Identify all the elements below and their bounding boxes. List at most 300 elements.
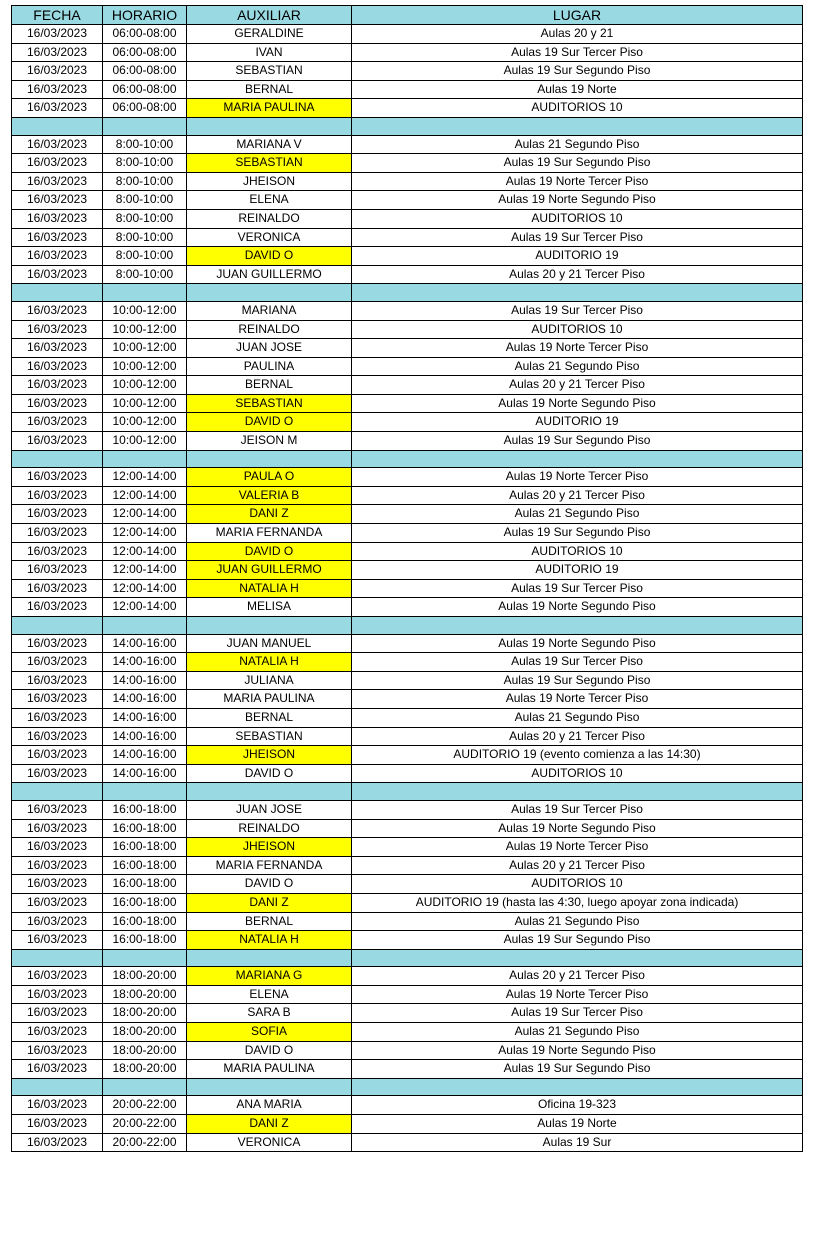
separator-cell [12, 450, 103, 468]
cell-horario: 20:00-22:00 [103, 1115, 187, 1134]
cell-lugar: Aulas 19 Sur Tercer Piso [352, 579, 803, 598]
table-row [12, 653, 803, 672]
cell-horario: 12:00-14:00 [103, 561, 187, 580]
header-lugar: LUGAR [352, 6, 803, 25]
cell-fecha: 16/03/2023 [12, 505, 103, 524]
cell-horario: 10:00-12:00 [103, 357, 187, 376]
cell-auxiliar: NATALIA H [187, 931, 352, 950]
cell-horario: 10:00-12:00 [103, 413, 187, 432]
cell-lugar: Aulas 19 Sur Segundo Piso [352, 524, 803, 543]
schedule-table [11, 5, 803, 1152]
cell-lugar: AUDITORIO 19 [352, 561, 803, 580]
table-row [12, 764, 803, 783]
cell-lugar: Aulas 20 y 21 Tercer Piso [352, 967, 803, 986]
separator-cell [352, 450, 803, 468]
cell-fecha: 16/03/2023 [12, 209, 103, 228]
cell-lugar: AUDITORIOS 10 [352, 764, 803, 783]
table-row [12, 265, 803, 284]
cell-horario: 14:00-16:00 [103, 690, 187, 709]
table-row [12, 357, 803, 376]
cell-lugar: Oficina 19-323 [352, 1096, 803, 1115]
table-row [12, 339, 803, 358]
cell-lugar: Aulas 19 Norte Tercer Piso [352, 838, 803, 857]
cell-auxiliar: REINALDO [187, 209, 352, 228]
cell-auxiliar: DANI Z [187, 893, 352, 912]
cell-auxiliar: ELENA [187, 985, 352, 1004]
cell-lugar: Aulas 19 Sur Segundo Piso [352, 671, 803, 690]
cell-auxiliar: REINALDO [187, 320, 352, 339]
cell-lugar: Aulas 20 y 21 Tercer Piso [352, 727, 803, 746]
cell-horario: 8:00-10:00 [103, 228, 187, 247]
cell-auxiliar: VERONICA [187, 228, 352, 247]
cell-horario: 8:00-10:00 [103, 247, 187, 266]
block-separator-row [12, 117, 803, 135]
cell-auxiliar: REINALDO [187, 819, 352, 838]
cell-lugar: Aulas 19 Sur Tercer Piso [352, 43, 803, 62]
cell-auxiliar: NATALIA H [187, 579, 352, 598]
cell-horario: 16:00-18:00 [103, 856, 187, 875]
cell-fecha: 16/03/2023 [12, 819, 103, 838]
cell-lugar: Aulas 19 Sur Segundo Piso [352, 62, 803, 81]
cell-fecha: 16/03/2023 [12, 985, 103, 1004]
cell-fecha: 16/03/2023 [12, 265, 103, 284]
table-row [12, 1096, 803, 1115]
cell-auxiliar: JULIANA [187, 671, 352, 690]
cell-lugar: Aulas 19 Norte Segundo Piso [352, 394, 803, 413]
cell-horario: 20:00-22:00 [103, 1133, 187, 1152]
cell-horario: 10:00-12:00 [103, 432, 187, 451]
cell-auxiliar: DAVID O [187, 413, 352, 432]
cell-fecha: 16/03/2023 [12, 80, 103, 99]
cell-lugar: Aulas 21 Segundo Piso [352, 708, 803, 727]
cell-horario: 06:00-08:00 [103, 62, 187, 81]
cell-horario: 10:00-12:00 [103, 339, 187, 358]
cell-auxiliar: DANI Z [187, 1115, 352, 1134]
cell-fecha: 16/03/2023 [12, 191, 103, 210]
table-row [12, 228, 803, 247]
cell-auxiliar: JUAN GUILLERMO [187, 561, 352, 580]
block-separator-row [12, 1078, 803, 1096]
table-row [12, 1041, 803, 1060]
separator-cell [103, 617, 187, 635]
separator-cell [187, 117, 352, 135]
cell-auxiliar: ELENA [187, 191, 352, 210]
cell-lugar: Aulas 19 Norte Tercer Piso [352, 985, 803, 1004]
cell-fecha: 16/03/2023 [12, 1023, 103, 1042]
cell-auxiliar: MARIA FERNANDA [187, 524, 352, 543]
table-header [12, 6, 803, 25]
table-row [12, 394, 803, 413]
cell-auxiliar: JUAN JOSE [187, 800, 352, 819]
cell-lugar: Aulas 20 y 21 [352, 25, 803, 44]
table-row [12, 80, 803, 99]
cell-fecha: 16/03/2023 [12, 690, 103, 709]
separator-cell [187, 617, 352, 635]
cell-auxiliar: JUAN JOSE [187, 339, 352, 358]
cell-horario: 16:00-18:00 [103, 875, 187, 894]
table-row [12, 838, 803, 857]
table-row [12, 671, 803, 690]
cell-lugar: AUDITORIOS 10 [352, 320, 803, 339]
cell-auxiliar: JUAN MANUEL [187, 634, 352, 653]
cell-auxiliar: SEBASTIAN [187, 727, 352, 746]
cell-auxiliar: MARIANA V [187, 135, 352, 154]
separator-cell [12, 117, 103, 135]
cell-auxiliar: SARA B [187, 1004, 352, 1023]
cell-horario: 14:00-16:00 [103, 653, 187, 672]
cell-auxiliar: VALERIA B [187, 486, 352, 505]
cell-auxiliar: MARIA PAULINA [187, 1060, 352, 1079]
table-row [12, 542, 803, 561]
cell-horario: 16:00-18:00 [103, 838, 187, 857]
cell-auxiliar: SEBASTIAN [187, 62, 352, 81]
cell-fecha: 16/03/2023 [12, 1096, 103, 1115]
cell-fecha: 16/03/2023 [12, 912, 103, 931]
table-row [12, 579, 803, 598]
cell-horario: 18:00-20:00 [103, 1023, 187, 1042]
cell-horario: 12:00-14:00 [103, 598, 187, 617]
table-row [12, 191, 803, 210]
cell-fecha: 16/03/2023 [12, 764, 103, 783]
table-row [12, 505, 803, 524]
cell-lugar: Aulas 19 Norte Tercer Piso [352, 339, 803, 358]
cell-horario: 8:00-10:00 [103, 172, 187, 191]
cell-auxiliar: DAVID O [187, 1041, 352, 1060]
cell-lugar: Aulas 19 Norte [352, 1115, 803, 1134]
cell-fecha: 16/03/2023 [12, 727, 103, 746]
table-row [12, 800, 803, 819]
cell-fecha: 16/03/2023 [12, 394, 103, 413]
cell-fecha: 16/03/2023 [12, 653, 103, 672]
cell-fecha: 16/03/2023 [12, 1060, 103, 1079]
cell-fecha: 16/03/2023 [12, 135, 103, 154]
header-fecha: FECHA [12, 6, 103, 25]
header-auxiliar: AUXILIAR [187, 6, 352, 25]
cell-horario: 8:00-10:00 [103, 154, 187, 173]
cell-lugar: Aulas 19 Sur Segundo Piso [352, 931, 803, 950]
cell-fecha: 16/03/2023 [12, 247, 103, 266]
cell-lugar: Aulas 19 Norte Tercer Piso [352, 468, 803, 487]
cell-horario: 8:00-10:00 [103, 209, 187, 228]
cell-fecha: 16/03/2023 [12, 561, 103, 580]
cell-lugar: AUDITORIOS 10 [352, 875, 803, 894]
cell-fecha: 16/03/2023 [12, 376, 103, 395]
cell-auxiliar: MARIANA G [187, 967, 352, 986]
cell-auxiliar: IVAN [187, 43, 352, 62]
separator-cell [103, 117, 187, 135]
cell-auxiliar: NATALIA H [187, 653, 352, 672]
cell-lugar: Aulas 19 Norte Segundo Piso [352, 191, 803, 210]
separator-cell [103, 284, 187, 302]
cell-lugar: Aulas 19 Sur Tercer Piso [352, 653, 803, 672]
cell-lugar: AUDITORIO 19 [352, 247, 803, 266]
cell-horario: 06:00-08:00 [103, 43, 187, 62]
cell-fecha: 16/03/2023 [12, 875, 103, 894]
separator-cell [352, 617, 803, 635]
cell-fecha: 16/03/2023 [12, 339, 103, 358]
table-row [12, 985, 803, 1004]
cell-lugar: Aulas 19 Norte Tercer Piso [352, 172, 803, 191]
cell-fecha: 16/03/2023 [12, 320, 103, 339]
cell-auxiliar: JHEISON [187, 838, 352, 857]
cell-horario: 16:00-18:00 [103, 893, 187, 912]
cell-auxiliar: DANI Z [187, 505, 352, 524]
cell-fecha: 16/03/2023 [12, 154, 103, 173]
cell-lugar: Aulas 20 y 21 Tercer Piso [352, 376, 803, 395]
cell-horario: 06:00-08:00 [103, 80, 187, 99]
cell-fecha: 16/03/2023 [12, 1115, 103, 1134]
cell-fecha: 16/03/2023 [12, 893, 103, 912]
cell-auxiliar: GERALDINE [187, 25, 352, 44]
cell-lugar: Aulas 19 Sur Segundo Piso [352, 154, 803, 173]
table-row [12, 486, 803, 505]
separator-cell [103, 783, 187, 801]
cell-fecha: 16/03/2023 [12, 967, 103, 986]
table-row [12, 1060, 803, 1079]
cell-fecha: 16/03/2023 [12, 432, 103, 451]
cell-auxiliar: JHEISON [187, 746, 352, 765]
separator-cell [12, 1078, 103, 1096]
cell-fecha: 16/03/2023 [12, 43, 103, 62]
cell-horario: 06:00-08:00 [103, 99, 187, 118]
table-row [12, 634, 803, 653]
cell-horario: 16:00-18:00 [103, 819, 187, 838]
separator-cell [187, 284, 352, 302]
separator-cell [187, 450, 352, 468]
table-row [12, 376, 803, 395]
cell-auxiliar: BERNAL [187, 708, 352, 727]
cell-auxiliar: MELISA [187, 598, 352, 617]
table-row [12, 1023, 803, 1042]
cell-lugar: Aulas 21 Segundo Piso [352, 357, 803, 376]
table-body [12, 25, 803, 1152]
cell-auxiliar: SEBASTIAN [187, 394, 352, 413]
table-row [12, 99, 803, 118]
cell-auxiliar: MARIA PAULINA [187, 99, 352, 118]
cell-horario: 18:00-20:00 [103, 967, 187, 986]
cell-fecha: 16/03/2023 [12, 1004, 103, 1023]
cell-horario: 8:00-10:00 [103, 135, 187, 154]
cell-lugar: Aulas 21 Segundo Piso [352, 505, 803, 524]
cell-fecha: 16/03/2023 [12, 856, 103, 875]
block-separator-row [12, 450, 803, 468]
table-row [12, 931, 803, 950]
cell-horario: 10:00-12:00 [103, 376, 187, 395]
separator-cell [12, 783, 103, 801]
cell-auxiliar: BERNAL [187, 80, 352, 99]
cell-lugar: Aulas 21 Segundo Piso [352, 1023, 803, 1042]
cell-fecha: 16/03/2023 [12, 357, 103, 376]
cell-fecha: 16/03/2023 [12, 301, 103, 320]
cell-auxiliar: MARIA FERNANDA [187, 856, 352, 875]
cell-auxiliar: SOFIA [187, 1023, 352, 1042]
cell-horario: 14:00-16:00 [103, 727, 187, 746]
separator-cell [12, 284, 103, 302]
cell-horario: 12:00-14:00 [103, 542, 187, 561]
cell-auxiliar: JEISON M [187, 432, 352, 451]
table-row [12, 819, 803, 838]
cell-horario: 06:00-08:00 [103, 25, 187, 44]
header-row [12, 6, 803, 25]
table-row [12, 690, 803, 709]
table-row [12, 893, 803, 912]
table-row [12, 25, 803, 44]
separator-cell [103, 1078, 187, 1096]
table-row [12, 1133, 803, 1152]
cell-lugar: AUDITORIO 19 (hasta las 4:30, luego apoyar zona indicada) [352, 893, 803, 912]
cell-auxiliar: ANA MARIA [187, 1096, 352, 1115]
cell-horario: 12:00-14:00 [103, 486, 187, 505]
cell-lugar: Aulas 20 y 21 Tercer Piso [352, 265, 803, 284]
cell-lugar: Aulas 20 y 21 Tercer Piso [352, 856, 803, 875]
cell-horario: 10:00-12:00 [103, 320, 187, 339]
cell-lugar: Aulas 19 Sur Tercer Piso [352, 301, 803, 320]
table-row [12, 62, 803, 81]
cell-horario: 16:00-18:00 [103, 912, 187, 931]
block-separator-row [12, 783, 803, 801]
cell-lugar: Aulas 19 Sur [352, 1133, 803, 1152]
cell-fecha: 16/03/2023 [12, 931, 103, 950]
cell-horario: 18:00-20:00 [103, 1060, 187, 1079]
cell-lugar: AUDITORIOS 10 [352, 209, 803, 228]
cell-horario: 20:00-22:00 [103, 1096, 187, 1115]
table-row [12, 708, 803, 727]
cell-fecha: 16/03/2023 [12, 598, 103, 617]
cell-fecha: 16/03/2023 [12, 671, 103, 690]
cell-auxiliar: SEBASTIAN [187, 154, 352, 173]
cell-horario: 8:00-10:00 [103, 191, 187, 210]
cell-horario: 8:00-10:00 [103, 265, 187, 284]
cell-fecha: 16/03/2023 [12, 413, 103, 432]
table-row [12, 154, 803, 173]
cell-lugar: Aulas 20 y 21 Tercer Piso [352, 486, 803, 505]
table-row [12, 967, 803, 986]
table-row [12, 727, 803, 746]
cell-lugar: Aulas 19 Norte [352, 80, 803, 99]
cell-fecha: 16/03/2023 [12, 486, 103, 505]
cell-fecha: 16/03/2023 [12, 800, 103, 819]
table-row [12, 301, 803, 320]
cell-lugar: Aulas 19 Norte Tercer Piso [352, 690, 803, 709]
table-row [12, 598, 803, 617]
table-row [12, 1004, 803, 1023]
cell-horario: 10:00-12:00 [103, 301, 187, 320]
table-row [12, 561, 803, 580]
block-separator-row [12, 617, 803, 635]
cell-auxiliar: DAVID O [187, 247, 352, 266]
cell-lugar: Aulas 21 Segundo Piso [352, 912, 803, 931]
cell-lugar: Aulas 19 Sur Segundo Piso [352, 432, 803, 451]
cell-lugar: Aulas 19 Sur Tercer Piso [352, 228, 803, 247]
cell-auxiliar: PAULINA [187, 357, 352, 376]
table-row [12, 912, 803, 931]
table-row [12, 524, 803, 543]
cell-auxiliar: DAVID O [187, 542, 352, 561]
cell-fecha: 16/03/2023 [12, 1133, 103, 1152]
cell-horario: 14:00-16:00 [103, 708, 187, 727]
separator-cell [352, 783, 803, 801]
block-separator-row [12, 949, 803, 967]
table-row [12, 468, 803, 487]
cell-horario: 12:00-14:00 [103, 524, 187, 543]
block-separator-row [12, 284, 803, 302]
cell-fecha: 16/03/2023 [12, 228, 103, 247]
cell-fecha: 16/03/2023 [12, 579, 103, 598]
cell-auxiliar: VERONICA [187, 1133, 352, 1152]
cell-lugar: Aulas 19 Sur Tercer Piso [352, 800, 803, 819]
cell-auxiliar: MARIA PAULINA [187, 690, 352, 709]
table-row [12, 1115, 803, 1134]
separator-cell [352, 117, 803, 135]
cell-auxiliar: JHEISON [187, 172, 352, 191]
cell-lugar: Aulas 19 Norte Segundo Piso [352, 1041, 803, 1060]
cell-horario: 16:00-18:00 [103, 800, 187, 819]
cell-fecha: 16/03/2023 [12, 468, 103, 487]
cell-fecha: 16/03/2023 [12, 838, 103, 857]
cell-lugar: Aulas 21 Segundo Piso [352, 135, 803, 154]
separator-cell [12, 617, 103, 635]
cell-fecha: 16/03/2023 [12, 542, 103, 561]
cell-auxiliar: BERNAL [187, 912, 352, 931]
table-row [12, 856, 803, 875]
cell-horario: 18:00-20:00 [103, 1004, 187, 1023]
cell-horario: 14:00-16:00 [103, 634, 187, 653]
cell-lugar: AUDITORIOS 10 [352, 542, 803, 561]
cell-fecha: 16/03/2023 [12, 25, 103, 44]
table-row [12, 43, 803, 62]
cell-horario: 10:00-12:00 [103, 394, 187, 413]
separator-cell [103, 949, 187, 967]
separator-cell [352, 284, 803, 302]
cell-fecha: 16/03/2023 [12, 1041, 103, 1060]
table-row [12, 413, 803, 432]
cell-fecha: 16/03/2023 [12, 708, 103, 727]
cell-horario: 18:00-20:00 [103, 985, 187, 1004]
cell-horario: 12:00-14:00 [103, 468, 187, 487]
cell-lugar: Aulas 19 Sur Tercer Piso [352, 1004, 803, 1023]
cell-horario: 18:00-20:00 [103, 1041, 187, 1060]
cell-fecha: 16/03/2023 [12, 99, 103, 118]
separator-cell [103, 450, 187, 468]
table-row [12, 432, 803, 451]
cell-lugar: AUDITORIO 19 (evento comienza a las 14:30) [352, 746, 803, 765]
cell-auxiliar: MARIANA [187, 301, 352, 320]
table-row [12, 320, 803, 339]
cell-auxiliar: JUAN GUILLERMO [187, 265, 352, 284]
separator-cell [12, 949, 103, 967]
separator-cell [187, 783, 352, 801]
cell-auxiliar: BERNAL [187, 376, 352, 395]
cell-fecha: 16/03/2023 [12, 62, 103, 81]
table-row [12, 135, 803, 154]
cell-horario: 12:00-14:00 [103, 505, 187, 524]
cell-horario: 14:00-16:00 [103, 746, 187, 765]
separator-cell [187, 1078, 352, 1096]
table-row [12, 875, 803, 894]
header-horario: HORARIO [103, 6, 187, 25]
cell-lugar: Aulas 19 Norte Segundo Piso [352, 819, 803, 838]
table-row [12, 209, 803, 228]
cell-fecha: 16/03/2023 [12, 172, 103, 191]
cell-auxiliar: DAVID O [187, 875, 352, 894]
separator-cell [187, 949, 352, 967]
table-row [12, 746, 803, 765]
cell-auxiliar: PAULA O [187, 468, 352, 487]
cell-lugar: AUDITORIOS 10 [352, 99, 803, 118]
table-row [12, 172, 803, 191]
cell-lugar: Aulas 19 Sur Segundo Piso [352, 1060, 803, 1079]
cell-horario: 16:00-18:00 [103, 931, 187, 950]
